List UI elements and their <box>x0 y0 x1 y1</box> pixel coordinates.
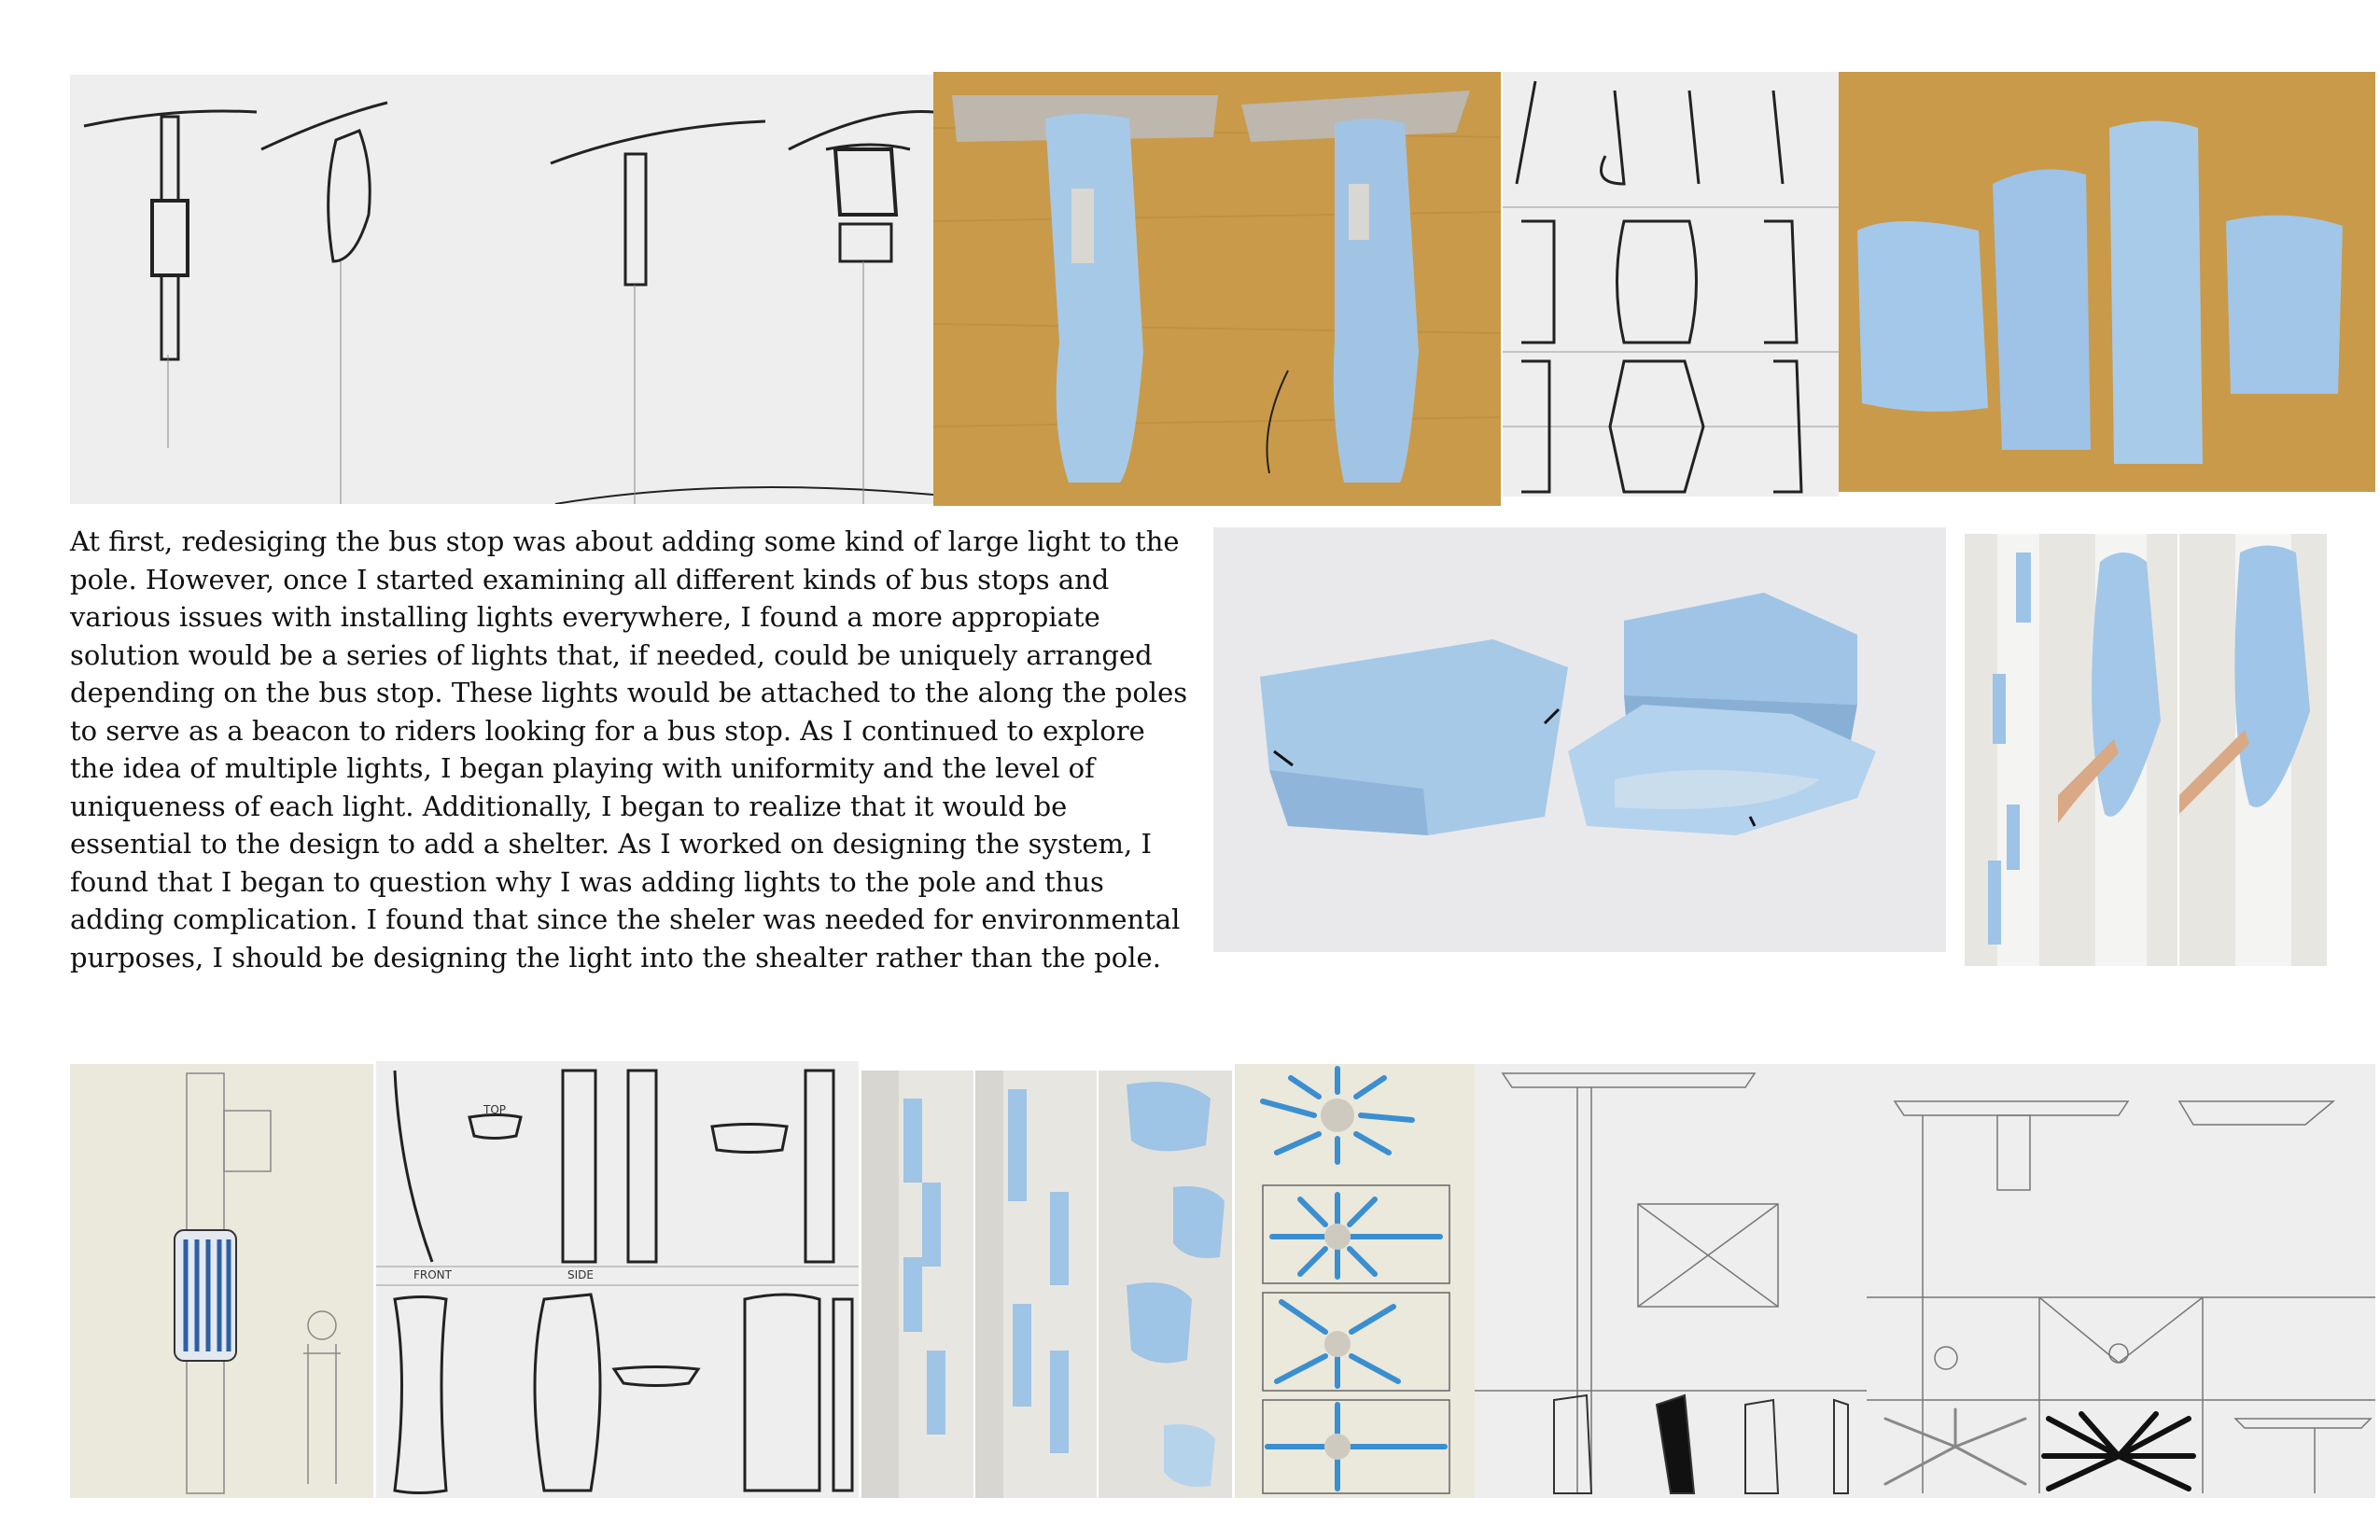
project-description-text: At first, redesiging the bus stop was about adding some kind of large light to the pole. However, once I started examining all different kinds of bus stops and various issues with installing lights everywhere, I found a more appropiate solution would be a series of lights that, if needed, could be uniquely arranged depending on the bus stop. These lights would be attached to the along the poles to serve as a beacon to riders looking for a bus stop. As I continued to explore the idea of multiple lights, I began playing with uniformity and the level of uniqueness of each light. Additionally, I began to realize that it would be essential to the design to add a shelter. As I worked on designing the system, I found that I began to question why I was adding lights to the pole and thus adding complication. I found that since the sheler was needed for environmental purposes, I should be designing the light into the shealter rather than the pole. <box>70 525 1188 973</box>
foam-blocks-photo <box>1839 72 2375 492</box>
pole-lights-photo-1 <box>1965 534 2058 966</box>
sketch-light-views <box>376 1061 859 1498</box>
pole-lights-photo-3 <box>2179 534 2327 966</box>
sketch-starburst-lights <box>1235 1064 1475 1498</box>
sketch-label-side: SIDE <box>567 1268 594 1281</box>
sketch-shelter-starburst <box>1475 1064 1867 1498</box>
sketch-pole-canopy-image <box>70 75 933 504</box>
pole-lights-photo-2 <box>2058 534 2177 966</box>
faceted-foam-pieces-photo <box>1213 527 1946 952</box>
sketch-label-top: TOP <box>483 1103 507 1116</box>
sketch-label-front: FRONT <box>413 1268 452 1281</box>
foam-pole-models-photo <box>933 72 1501 506</box>
wall-foam-lights-photo-3 <box>1099 1071 1232 1498</box>
wall-foam-lights-photo-2 <box>975 1071 1097 1498</box>
sketch-shelter-canopy-bursts <box>1867 1064 2375 1498</box>
sketch-pole-figure <box>70 1064 373 1498</box>
sketch-light-shapes-grid <box>1503 72 1839 497</box>
wall-foam-lights-photo-1 <box>861 1071 973 1498</box>
